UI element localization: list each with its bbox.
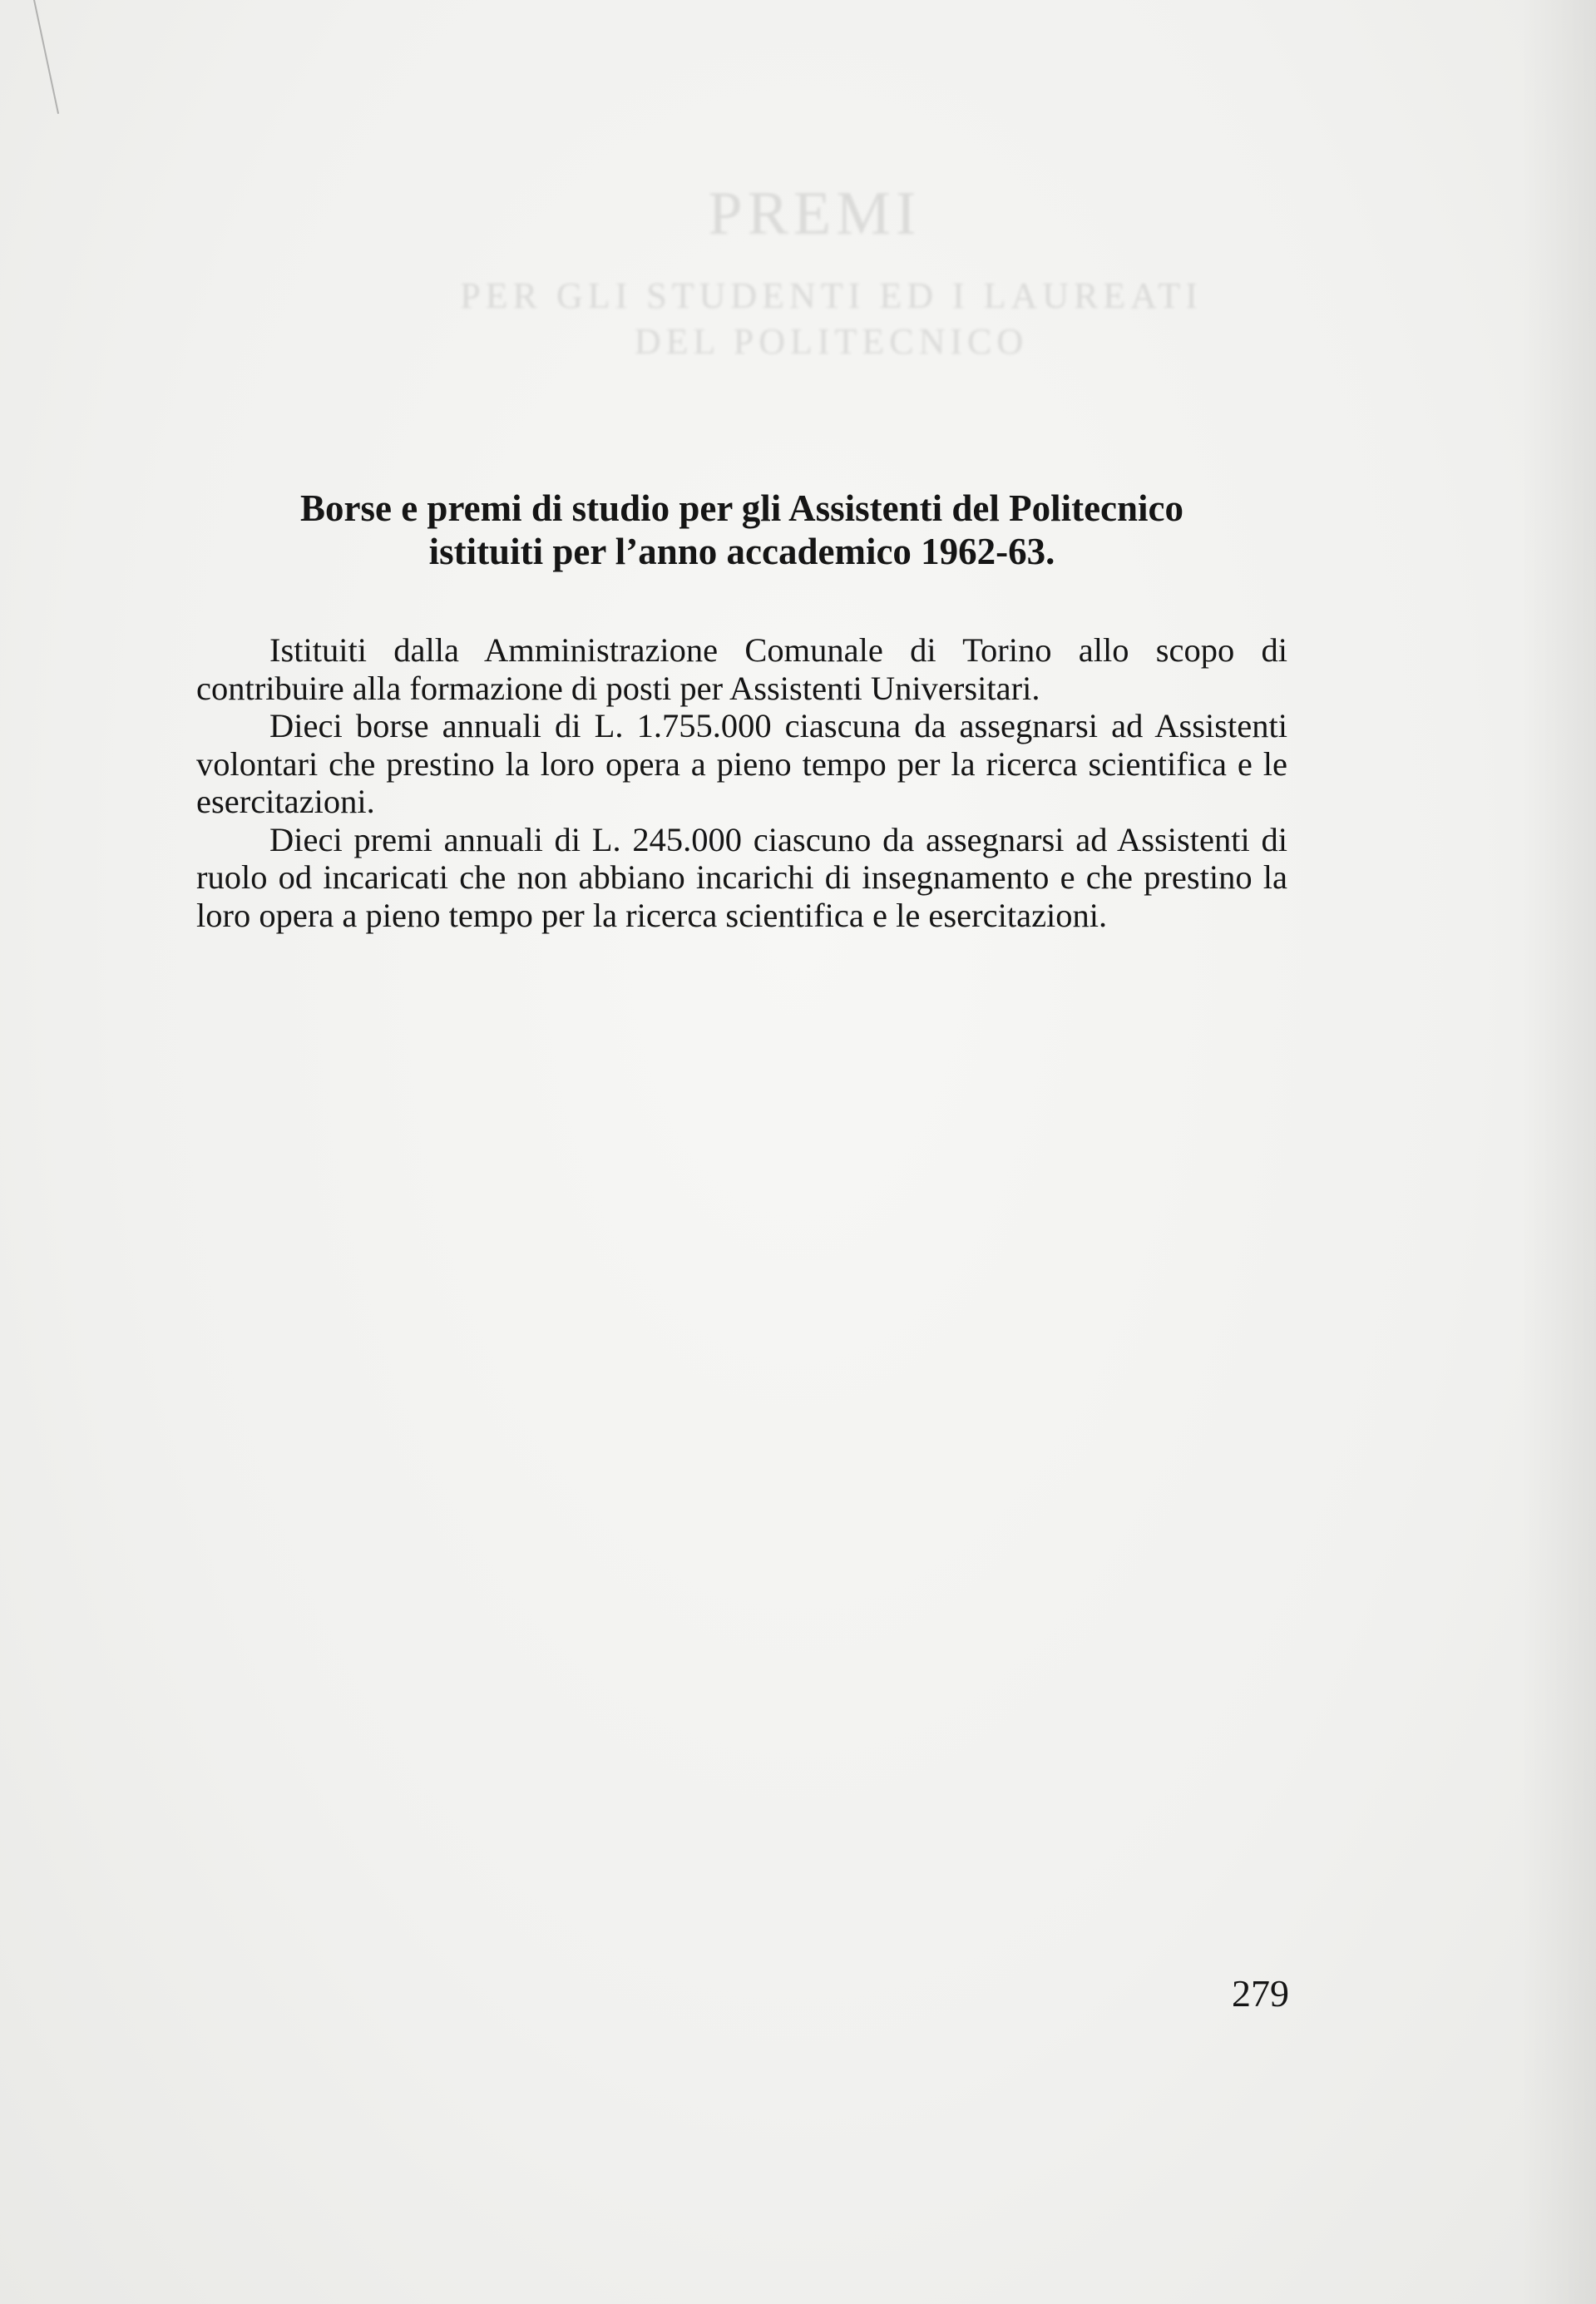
document-content [196, 487, 1287, 934]
show-through-subtitle-line-1: PER GLI STUDENTI ED I LAUREATI [460, 275, 1203, 316]
heading-line-1: Borse e premi di studio per gli Assistenti del Politecnico [299, 487, 1184, 529]
heading-line-2: istituiti per l’anno accademico 1962-63. [428, 531, 1055, 572]
show-through-title: PREMI [708, 180, 922, 248]
paragraph-intro: Istituiti dalla Amministrazione Comunale di Torino allo scopo di contribuire alla formazione di posti per Assistenti Universitari. [196, 631, 1287, 707]
paragraph-borse: Dieci borse annuali di L. 1.755.000 ciascuna da assegnarsi ad Assistenti volontari che prestino la loro opera a pieno tempo per la ricerca scientifica e le esercitazioni. [196, 707, 1287, 820]
show-through-subtitle-line-2: DEL POLITECNICO [634, 321, 1029, 362]
document-body [196, 631, 1287, 934]
paragraph-premi: Dieci premi annuali di L. 245.000 ciascuno da assegnarsi ad Assistenti di ruolo od incaricati che non abbiano incarichi di insegnamento e che prestino la loro opera a pieno tempo per la ricerca scientifica e le esercitazioni. [196, 820, 1287, 934]
document-heading [196, 487, 1287, 573]
page-number: 279 [1232, 1972, 1289, 2015]
